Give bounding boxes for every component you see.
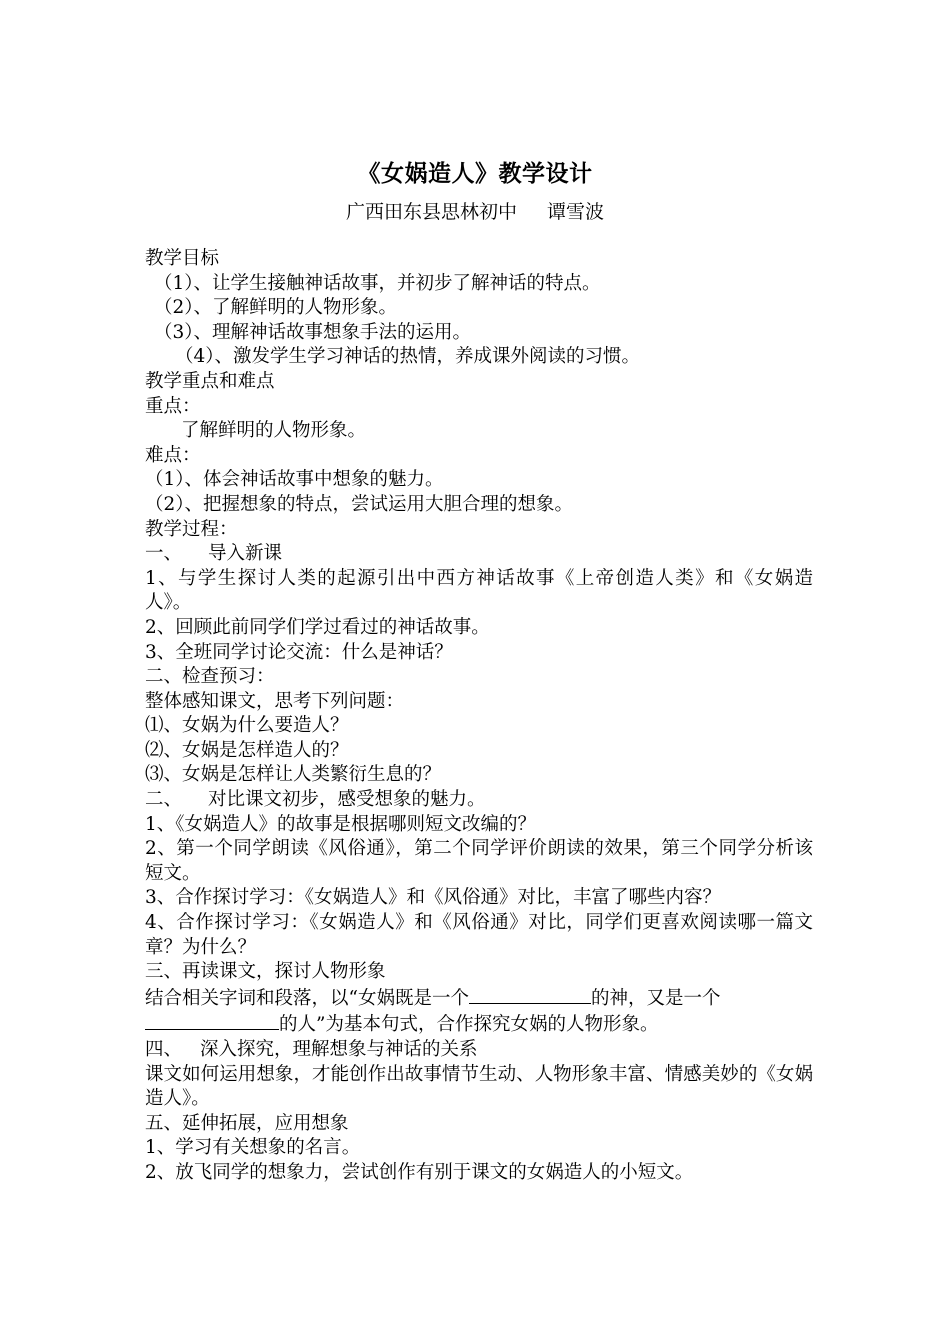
part4-text-c: 的人”为基本句式，合作探究女娲的人物形象。 <box>279 1014 659 1036</box>
goal-item: （4）、激发学生学习神话的热情，养成课外阅读的习惯。 <box>175 346 641 368</box>
fill-blank <box>469 985 591 1004</box>
part6-item: 1、学习有关想象的名言。 <box>145 1137 361 1159</box>
part3-heading <box>145 788 813 813</box>
difficulty-label: 难点： <box>145 444 201 466</box>
part5-heading <box>145 1038 813 1063</box>
part5-title: 深入探究，理解想象与神话的关系 <box>200 1039 478 1060</box>
part4-heading: 三、再读课文，探讨人物形象 <box>145 961 386 983</box>
part6-item: 2、放飞同学的想象力，尝试创作有别于课文的女娲造人的小短文。 <box>145 1161 694 1183</box>
part3-num: 二、 <box>145 789 183 811</box>
author-school: 广西田东县思林初中 <box>345 201 517 223</box>
goal-item: （3）、理解神话故事想象手法的运用。 <box>154 321 472 343</box>
difficulty-item: （1）、体会神话故事中想象的魅力。 <box>145 469 444 491</box>
part1-num: 一、 <box>145 543 183 565</box>
part1-item: 3、全班同学讨论交流：什么是神话？ <box>145 641 453 663</box>
key-label: 重点： <box>145 395 201 417</box>
part3-item: 2、第一个同学朗读《风俗通》，第二个同学评价朗读的效果，第三个同学分析该短文。 <box>145 838 813 884</box>
process-heading: 教学过程： <box>145 518 238 540</box>
part1-item: 1、与学生探讨人类的起源引出中西方神话故事《上帝创造人类》和《女娲造人》。 <box>145 567 813 614</box>
author-name: 谭雪波 <box>547 201 605 223</box>
goals-heading: 教学目标 <box>145 248 220 269</box>
fill-blank <box>145 1011 279 1030</box>
part5-num: 四、 <box>145 1039 183 1060</box>
document-body <box>145 247 813 1186</box>
part3-item: 3、合作探讨学习：《女娲造人》和《风俗通》对比，丰富了哪些内容？ <box>145 887 722 909</box>
part1-heading <box>145 542 813 567</box>
difficulty-item: （2）、把握想象的特点，尝试运用大胆合理的想象。 <box>145 493 574 515</box>
part2-question: ⑴、女娲为什么要造人？ <box>145 715 349 737</box>
part1-item: 2、回顾此前同学们学过看过的神话故事。 <box>145 616 490 638</box>
part3-title: 对比课文初步，感受想象的魅力。 <box>208 789 486 811</box>
key-point: 了解鲜明的人物形象。 <box>181 420 367 442</box>
part4-text-a: 结合相关字词和段落，以“女娲既是一个 <box>145 987 469 1009</box>
goal-item: （1）、让学生接触神话故事，并初步了解神话的特点。 <box>154 272 601 294</box>
goal-item: （2）、了解鲜明的人物形象。 <box>154 297 398 319</box>
part4-text-b: 的神，又是一个 <box>590 987 721 1009</box>
part6-heading: 五、延伸拓展，应用想象 <box>145 1112 349 1134</box>
part2-question: ⑵、女娲是怎样造人的？ <box>145 739 349 761</box>
key-heading: 教学重点和难点 <box>145 370 275 392</box>
part3-item: 1、《女娲造人》的故事是根据哪则短文改编的？ <box>145 813 537 835</box>
part2-heading: 二、检查预习： <box>145 666 275 688</box>
part1-title: 导入新课 <box>208 543 283 565</box>
author-line <box>0 197 950 227</box>
part3-item: 4、合作探讨学习：《女娲造人》和《风俗通》对比，同学们更喜欢阅读哪一篇文章？为什么？ <box>145 912 813 958</box>
part2-question: ⑶、女娲是怎样让人类繁衍生息的？ <box>145 764 442 786</box>
document-title: 《女娲造人》教学设计 <box>357 160 593 187</box>
part4-text <box>145 985 813 1038</box>
part5-text: 课文如何运用想象，才能创作出故事情节生动、人物形象丰富、情感美妙的《女娲造人》。 <box>145 1063 813 1110</box>
part2-intro: 整体感知课文，思考下列问题： <box>145 690 405 712</box>
